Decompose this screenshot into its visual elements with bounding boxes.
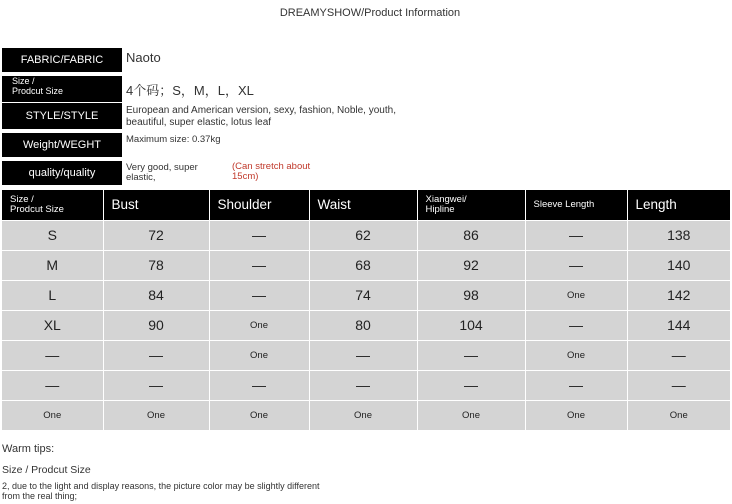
info-row-fabric — [0, 48, 732, 72]
table-cell: 72 — [103, 220, 209, 250]
table-row — [2, 220, 730, 250]
header-waist: Waist — [309, 190, 417, 220]
table-cell: — — [2, 370, 103, 400]
header-size-line1: Size / — [10, 193, 34, 205]
table-cell: One — [209, 340, 309, 370]
info-row-weight — [0, 133, 732, 157]
quality-value: Very good, super elastic, — [126, 162, 198, 183]
table-cell: 90 — [103, 310, 209, 340]
info-row-size — [0, 76, 732, 102]
table-cell: 62 — [309, 220, 417, 250]
table-cell: 142 — [627, 280, 730, 310]
table-cell: One — [209, 400, 309, 430]
table-row — [2, 370, 730, 400]
table-cell: 68 — [309, 250, 417, 280]
table-cell: — — [525, 220, 627, 250]
table-cell: — — [627, 370, 730, 400]
size-label — [2, 76, 122, 102]
table-cell: One — [2, 400, 103, 430]
table-cell: — — [209, 220, 309, 250]
warm-tips-note: 2, due to the light and display reasons, the picture color may be slightly different from the real thing; — [2, 481, 320, 501]
table-cell: 74 — [309, 280, 417, 310]
quality-label: quality/quality — [2, 161, 122, 185]
page-header: DREAMYSHOW/Product Information — [279, 7, 461, 19]
weight-label: Weight/WEGHT — [2, 133, 122, 157]
table-cell: One — [309, 400, 417, 430]
table-cell: — — [309, 370, 417, 400]
warm-tips-title: Warm tips: — [2, 443, 55, 455]
info-row-quality — [0, 161, 732, 185]
table-cell: 80 — [309, 310, 417, 340]
table-cell: XL — [2, 310, 103, 340]
table-cell: 140 — [627, 250, 730, 280]
table-cell: L — [2, 280, 103, 310]
table-row — [2, 340, 730, 370]
size-table — [2, 190, 730, 430]
table-cell: — — [103, 340, 209, 370]
table-cell: 104 — [417, 310, 525, 340]
warm-tips-size: Size / Prodcut Size — [2, 464, 91, 476]
table-row — [2, 400, 730, 430]
style-label: STYLE/STYLE — [2, 103, 122, 129]
fabric-value: Naoto — [126, 50, 161, 65]
table-row — [2, 280, 730, 310]
table-row — [2, 250, 730, 280]
header-hipline — [417, 190, 525, 220]
table-cell: One — [627, 400, 730, 430]
size-label-line2: Prodcut Size — [12, 86, 64, 96]
table-cell: 98 — [417, 280, 525, 310]
table-cell: — — [209, 280, 309, 310]
quality-note: (Can stretch about 15cm) — [232, 161, 311, 182]
table-cell: — — [525, 370, 627, 400]
table-cell: — — [2, 340, 103, 370]
size-label-line1: Size / — [12, 76, 35, 86]
header-size-line2: Prodcut Size — [10, 203, 64, 215]
header-shoulder: Shoulder — [209, 190, 309, 220]
header-bust: Bust — [103, 190, 209, 220]
table-cell: — — [525, 250, 627, 280]
table-cell: — — [627, 340, 730, 370]
header-sleeve-length: Sleeve Length — [525, 190, 627, 220]
style-value: European and American version, sexy, fashion, Noble, youth, beautiful, super elastic, lotus leaf — [126, 105, 396, 128]
header-hipline-line1: Xiangwei/ — [425, 193, 467, 205]
table-cell: 92 — [417, 250, 525, 280]
table-cell: — — [417, 370, 525, 400]
table-cell: One — [209, 310, 309, 340]
header-size — [2, 190, 103, 220]
header-length: Length — [627, 190, 730, 220]
table-cell: — — [209, 370, 309, 400]
table-cell: 138 — [627, 220, 730, 250]
table-cell: — — [417, 340, 525, 370]
table-cell: One — [525, 280, 627, 310]
table-cell: — — [525, 310, 627, 340]
table-row — [2, 310, 730, 340]
table-cell: — — [209, 250, 309, 280]
table-cell: S — [2, 220, 103, 250]
table-cell: M — [2, 250, 103, 280]
table-cell: One — [525, 340, 627, 370]
table-cell: — — [103, 370, 209, 400]
size-value: 4个码；S，M，L，XL — [126, 83, 254, 98]
table-cell: One — [525, 400, 627, 430]
table-cell: 144 — [627, 310, 730, 340]
table-cell: 86 — [417, 220, 525, 250]
fabric-label: FABRIC/FABRIC — [2, 48, 122, 72]
table-cell: One — [417, 400, 525, 430]
header-hipline-line2: Hipline — [425, 203, 455, 215]
table-cell: — — [309, 340, 417, 370]
table-cell: One — [103, 400, 209, 430]
table-cell: 84 — [103, 280, 209, 310]
size-table-header — [2, 190, 730, 220]
info-row-style — [0, 103, 732, 129]
weight-value: Maximum size: 0.37kg — [126, 134, 221, 145]
table-cell: 78 — [103, 250, 209, 280]
